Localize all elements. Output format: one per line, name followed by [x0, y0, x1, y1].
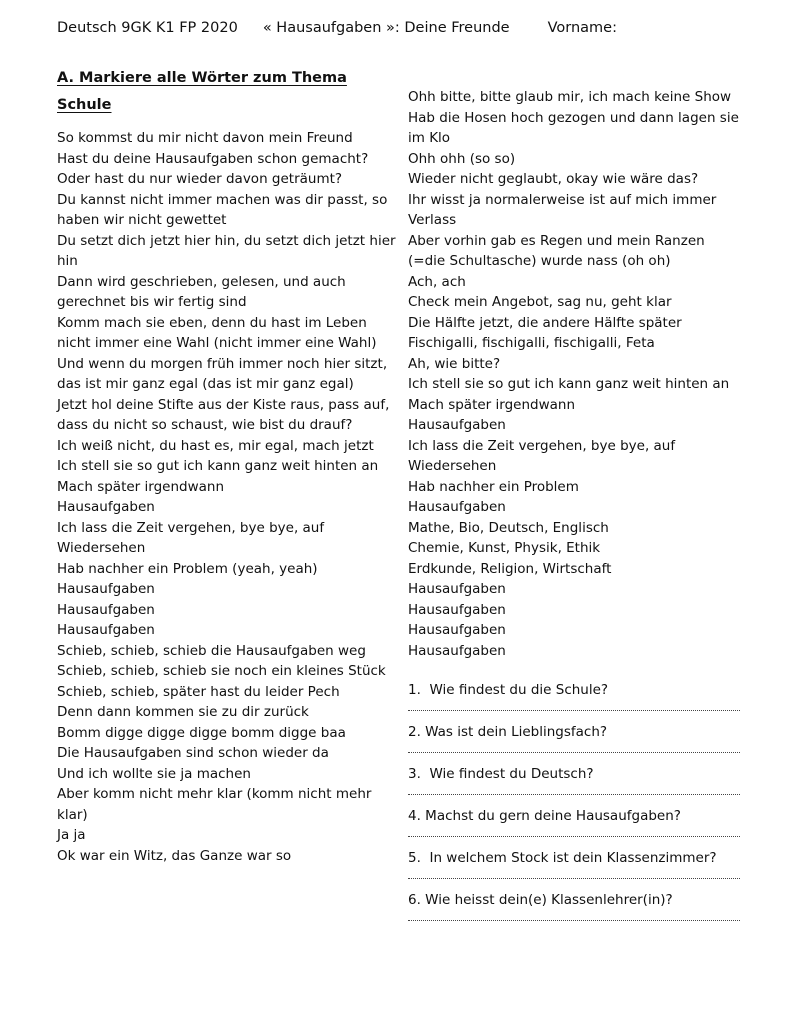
- right-column: [408, 65, 744, 932]
- lyric-line: Mach später irgendwann: [408, 396, 575, 413]
- question-block: [408, 722, 740, 753]
- lyric-line: Hausaufgaben: [408, 417, 506, 433]
- question-block: [408, 680, 740, 711]
- question-block: [408, 764, 740, 795]
- lyrics-right: [408, 87, 744, 661]
- left-column: [57, 65, 402, 932]
- lyric-line: Ohh ohh (so so): [408, 150, 516, 167]
- answer-dotted-line: [408, 919, 740, 921]
- lyric-line: Ohh bitte, bitte glaub mir, ich mach keine Show: [408, 89, 732, 105]
- lyric-line: Ja ja: [57, 827, 86, 843]
- lyric-line: Komm mach sie eben, denn du hast im Leben nicht immer eine Wahl (nicht immer eine Wahl): [57, 314, 377, 351]
- lyric-line: Schieb, schieb, schieb sie noch ein kleines Stück: [57, 663, 386, 679]
- lyric-line: Hab nachher ein Problem (yeah, yeah): [57, 560, 318, 577]
- lyric-line: Wieder nicht geglaubt, okay wie wäre das?: [408, 171, 699, 187]
- course-code: Deutsch 9GK K1 FP 2020: [57, 20, 238, 36]
- lyric-line: Hausaufgaben: [57, 499, 155, 515]
- lyric-line: Schieb, schieb, später hast du leider Pech: [57, 683, 340, 700]
- lyric-line: Ach, ach: [408, 273, 466, 290]
- lyric-line: Hausaufgaben: [408, 622, 506, 638]
- lyric-line: Ihr wisst ja normalerweise ist auf mich immer Verlass: [408, 191, 721, 228]
- lyric-line: Aber vorhin gab es Regen und mein Ranzen (=die Schultasche) wurde nass (oh oh): [408, 232, 709, 269]
- answer-dotted-line: [408, 793, 740, 795]
- lyric-line: Chemie, Kunst, Physik, Ethik: [408, 540, 601, 556]
- lyric-line: Check mein Angebot, sag nu, geht klar: [408, 294, 672, 310]
- question-text: 5. In welchem Stock ist dein Klassenzimmer?: [408, 850, 717, 866]
- lyric-line: Oder hast du nur wieder davon geträumt?: [57, 171, 343, 187]
- lyric-line: Ok war ein Witz, das Ganze war so: [57, 847, 292, 864]
- lyric-line: So kommst du mir nicht davon mein Freund: [57, 130, 353, 146]
- lyric-line: Ich stell sie so gut ich kann ganz weit hinten an: [408, 376, 730, 392]
- lyric-line: Ich stell sie so gut ich kann ganz weit hinten an: [57, 458, 379, 474]
- lyric-line: Und ich wollte sie ja machen: [57, 765, 251, 782]
- lyric-line: Ich weiß nicht, du hast es, mir egal, mach jetzt: [57, 437, 374, 454]
- lyric-line: Dann wird geschrieben, gelesen, und auch gerechnet bis wir fertig sind: [57, 273, 351, 310]
- section-a-instruction: A. Markiere alle Wörter zum Thema: [57, 70, 347, 86]
- lyric-line: Du kannst nicht immer machen was dir passt, so haben wir nicht gewettet: [57, 191, 392, 228]
- lyric-line: Hausaufgaben: [57, 622, 155, 638]
- question-block: [408, 890, 740, 921]
- lyric-line: Mach später irgendwann: [57, 478, 224, 495]
- lyric-line: Mathe, Bio, Deutsch, Englisch: [408, 519, 609, 536]
- question-text: 1. Wie findest du die Schule?: [408, 682, 609, 698]
- lyric-line: Hausaufgaben: [57, 581, 155, 597]
- lyric-line: Hab die Hosen hoch gezogen und dann lagen sie im Klo: [408, 109, 744, 146]
- question-block: [408, 848, 740, 879]
- answer-dotted-line: [408, 835, 740, 837]
- answer-dotted-line: [408, 709, 740, 711]
- section-a-heading: [57, 65, 402, 119]
- lyric-line: Die Hausaufgaben sind schon wieder da: [57, 745, 329, 761]
- lyric-line: Hausaufgaben: [408, 601, 506, 618]
- question-text: 2. Was ist dein Lieblingsfach?: [408, 724, 608, 740]
- question-text: 3. Wie findest du Deutsch?: [408, 766, 594, 782]
- lyric-line: Jetzt hol deine Stifte aus der Kiste raus, pass auf, dass du nicht so schaust, wie bist du drauf?: [57, 396, 394, 433]
- song-title: « Hausaufgaben »: Deine Freunde: [262, 20, 510, 36]
- lyric-line: Bomm digge digge digge bomm digge baa: [57, 724, 346, 741]
- lyric-line: Hausaufgaben: [408, 642, 506, 659]
- lyric-line: Die Hälfte jetzt, die andere Hälfte später: [408, 314, 682, 331]
- lyrics-left: [57, 128, 402, 866]
- lyric-line: Ich lass die Zeit vergehen, bye bye, auf Wiedersehen: [408, 437, 680, 474]
- lyric-line: Denn dann kommen sie zu dir zurück: [57, 704, 309, 720]
- question-text: 6. Wie heisst dein(e) Klassenlehrer(in)?: [408, 892, 673, 908]
- lyric-line: Und wenn du morgen früh immer noch hier sitzt, das ist mir ganz egal (das ist mir ganz egal): [57, 355, 392, 392]
- lyric-line: Fischigalli, fischigalli, fischigalli, Feta: [408, 335, 655, 351]
- lyric-line: Schieb, schieb, schieb die Hausaufgaben weg: [57, 642, 366, 659]
- lyric-line: Du setzt dich jetzt hier hin, du setzt dich jetzt hier hin: [57, 232, 400, 269]
- lyric-line: Erdkunde, Religion, Wirtschaft: [408, 560, 612, 577]
- name-label: Vorname:: [547, 20, 617, 36]
- lyric-line: Hausaufgaben: [57, 601, 155, 618]
- question-text: 4. Machst du gern deine Hausaufgaben?: [408, 808, 681, 824]
- lyric-line: Ich lass die Zeit vergehen, bye bye, auf Wiedersehen: [57, 519, 329, 556]
- questions-list: [408, 680, 740, 921]
- answer-dotted-line: [408, 877, 740, 879]
- lyric-line: Hausaufgaben: [408, 499, 506, 515]
- lyric-line: Aber komm nicht mehr klar (komm nicht mehr klar): [57, 786, 376, 823]
- answer-dotted-line: [408, 751, 740, 753]
- lyric-line: Hausaufgaben: [408, 581, 506, 597]
- lyric-line: Hab nachher ein Problem: [408, 478, 579, 495]
- lyric-line: Hast du deine Hausaufgaben schon gemacht?: [57, 150, 369, 167]
- lyric-line: Ah, wie bitte?: [408, 355, 501, 372]
- document-header: [57, 18, 740, 38]
- worksheet-content: [57, 65, 744, 932]
- question-block: [408, 806, 740, 837]
- section-a-topic: Schule: [57, 97, 112, 113]
